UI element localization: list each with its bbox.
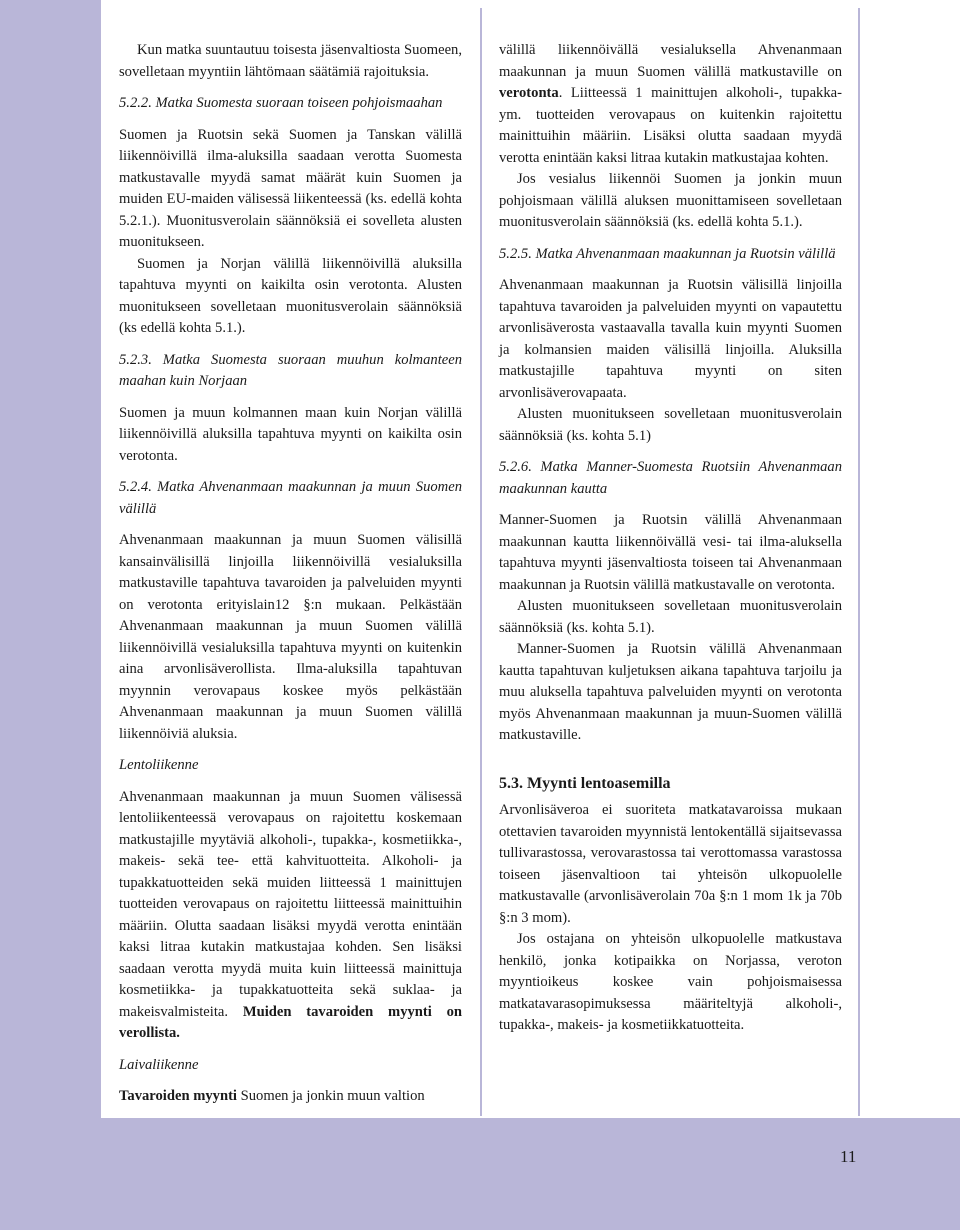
bold-word: verotonta	[499, 85, 559, 101]
paragraph	[499, 40, 842, 169]
paragraph: Manner-Suomen ja Ruotsin välillä Ahvenanmaan maakunnan kautta liikennöivällä vesi- tai ilma-aluksella tapahtuva myynti jäsenvaltiosta toiseen tai Ahvenanmaan maakunnan ja Ruotsin välillä matkustavalle on verotonta.	[499, 512, 842, 593]
left-column	[119, 40, 462, 1108]
paragraph: Kun matka suuntautuu toisesta jäsenvaltiosta Suomeen, sovelletaan myyntiin lähtömaan säätämiä rajoituksia.	[119, 42, 462, 80]
paragraph-text: välillä liikennöivällä vesialuksella Ahvenanmaan maakunnan ja muun Suomen välillä matkustaville on	[499, 42, 842, 80]
subsection-heading: 5.2.2. Matka Suomesta suoraan toiseen pohjoismaahan	[119, 95, 443, 111]
paragraph: Alusten muonitukseen sovelletaan muonitusverolain säännöksiä (ks. kohta 5.1).	[499, 598, 842, 636]
subsection-heading: 5.2.6. Matka Manner-Suomesta Ruotsiin Ahvenanmaan maakunnan kautta	[499, 459, 842, 497]
paragraph-text: Suomen ja jonkin muun valtion	[237, 1088, 425, 1104]
paragraph	[119, 787, 462, 1045]
subsection-heading: Lentoliikenne	[119, 757, 199, 773]
subsection-heading: 5.2.3. Matka Suomesta suoraan muuhun kolmanteen maahan kuin Norjaan	[119, 351, 462, 389]
paragraph: Jos vesialus liikennöi Suomen ja jonkin muun pohjoismaan välillä aluksen muonittamiseen sovelletaan muonitusverolain säännöksiä (ks. edellä kohta 5.1.).	[499, 171, 842, 230]
paragraph: Manner-Suomen ja Ruotsin välillä Ahvenanmaan kautta tapahtuvan kuljetuksen aikana tapahtuva tarjoilu ja muu aluksella tapahtuva palveluiden myynti on verotonta myös Ahvenanmaan maakunnan ja muun-Suomen välillä matkustaville.	[499, 641, 842, 743]
paragraph-text: Ahvenanmaan maakunnan ja muun Suomen välisessä lentoliikenteessä verovapaus on rajoitettu koskemaan matkustajille myytäviä alkoholi-, tupakka-, kosmetiikka-, makeis- sekä tee- että kahvituotteita. Alkoholi- ja tupakkatuotteiden sekä muiden liitteessä 1 mainittujen tuotteiden verovapaus on rajoitettu liitteessä mainittuihin määriin. Olutta saadaan lisäksi myydä verotta enintään kaksi litraa kutakin matkustajaa kohden. Sen lisäksi saadaan verotta myydä muita kuin liitteessä mainittuja kosmetiikka- ja tupakkatuotteita sekä suklaa- ja makeisvalmisteita.	[119, 788, 462, 1020]
subsection-heading: 5.2.5. Matka Ahvenanmaan maakunnan ja Ruotsin välillä	[499, 245, 836, 262]
paragraph: Alusten muonitukseen sovelletaan muonitusverolain säännöksiä (ks. kohta 5.1)	[499, 406, 842, 444]
subsection-heading: Laivaliikenne	[119, 1056, 199, 1073]
paragraph: Ahvenanmaan maakunnan ja Ruotsin välisillä linjoilla tapahtuva tavaroiden ja palveluiden myynti on vapautettu arvonlisäverosta vastaavalla tavalla kuin myynti Suomen ja kolmansien maiden välisillä linjoilla. Aluksilla matkustajille tapahtuva myynti on siten arvonlisäverovapaata.	[499, 277, 842, 401]
paragraph: Jos ostajana on yhteisön ulkopuolelle matkustava henkilö, jonka kotipaikka on Norjassa, veroton myyntioikeus koskee vain pohjoismaisessa matkatavarasopimuksessa määriteltyjä alkoholi-, tupakka-, makeis- ja kosmetiikkatuotteita.	[499, 931, 842, 1033]
paragraph: Arvonlisäveroa ei suoriteta matkatavaroissa mukaan otettavien tavaroiden myynnistä lentokentällä sijaitsevassa tullivarastossa, verovarastossa tai verottomassa varastossa toiseen jäsenvaltioon tai yhteisön ulkopuolelle matkustavalle (arvonlisäverolain 70a §:n 1 mom 1k ja 70b §:n 3 mom).	[499, 802, 842, 926]
right-margin-rule	[858, 8, 860, 1116]
bold-statement: Muiden tavaroiden myynti on verollista.	[119, 1003, 462, 1041]
left-margin-band	[0, 0, 101, 1118]
column-divider	[480, 8, 482, 1116]
paragraph: Suomen ja muun kolmannen maan kuin Norjan välillä liikennöivillä aluksilla tapahtuva myynti on kaikilta osin verotonta.	[119, 404, 462, 464]
paragraph-text: . Liitteessä 1 mainittujen alkoholi-, tupakka- ym. tuotteiden verovapaus on kuitenkin rajoitettu mainittuihin määriin. Lisäksi olutta saadaan myydä verotta enintään kaksi litraa kutakin matkustajaa kohten.	[499, 85, 842, 166]
paragraph: Suomen ja Norjan välillä liikennöivillä aluksilla tapahtuva myynti on kaikilta osin verotonta. Alusten muonitukseen sovelletaan muonitusverolain säännöksiä (ks edellä kohta 5.1.).	[119, 255, 462, 336]
page-number: 11	[840, 1147, 857, 1166]
paragraph: Ahvenanmaan maakunnan ja muun Suomen välisillä kansainvälisillä linjoilla liikennöivillä vesialuksilla matkustaville tapahtuva tavaroiden ja palveluiden myynti on verotonta erityislain12 §:n mukaan. Pelkästään Ahvenanmaan maakunnan ja muun Suomen välillä liikennöivillä vesialuksilla tapahtuva myynti on kuitenkin aina arvonlisäverollista. Ilma-aluksilla tapahtuvan myynnin verovapaus koskee myös pelkästään Ahvenanmaan maakunnan ja muun Suomen välillä liikennöiviä aluksia.	[119, 532, 462, 742]
paragraph: Suomen ja Ruotsin sekä Suomen ja Tanskan välillä liikennöivillä ilma-aluksilla saadaan verotta Suomesta matkustavalle myydä samat määrät kuin Suomen ja muiden EU-maiden välisessä liikenteessä (ks. edellä kohta 5.2.1.). Muonitusverolain säännöksiä ei sovelleta alusten muonitukseen.	[119, 126, 462, 250]
paragraph	[119, 1086, 462, 1108]
section-heading: 5.3. Myynti lentoasemilla	[499, 774, 671, 792]
bold-lead: Tavaroiden myynti	[119, 1088, 237, 1104]
right-column	[499, 40, 842, 1037]
footer-band	[0, 1118, 960, 1230]
subsection-heading: 5.2.4. Matka Ahvenanmaan maakunnan ja muun Suomen välillä	[119, 479, 462, 517]
